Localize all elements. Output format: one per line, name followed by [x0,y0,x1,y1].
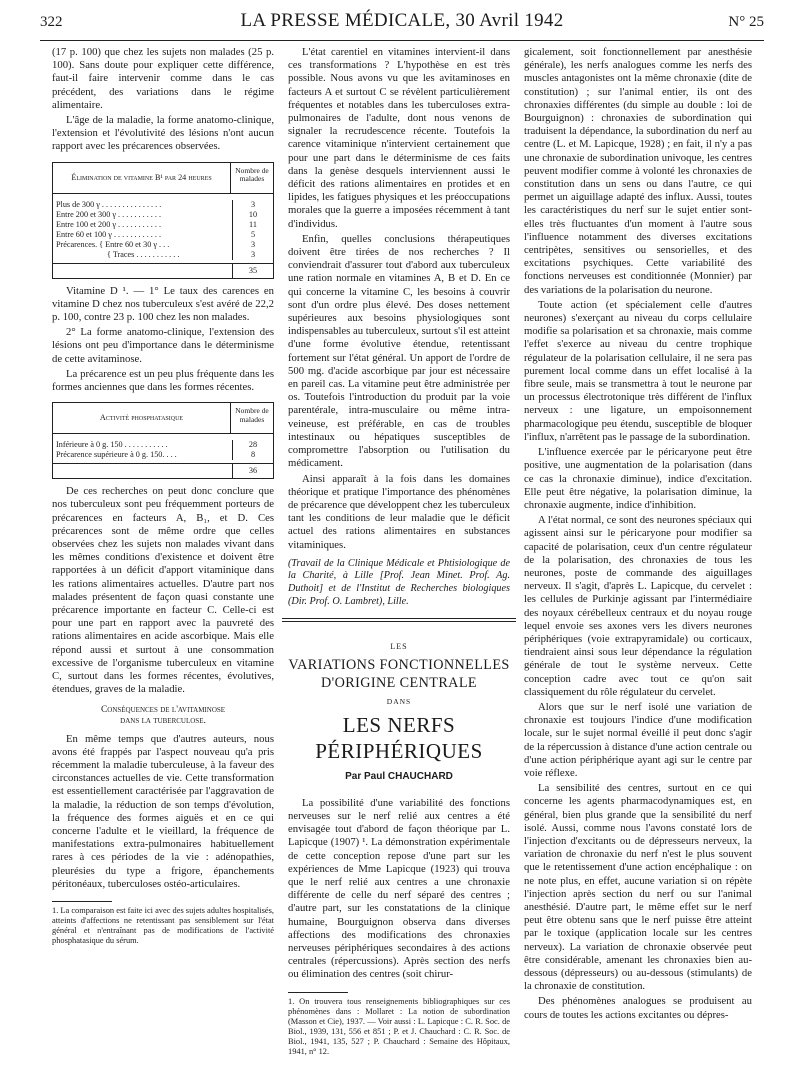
row-label: Inférieure à 0 g. 150 . . . . . . . . . . . [53,440,233,450]
row-label: Précarences. { Entre 60 et 30 γ . . . [53,240,233,250]
journal-title: LA PRESSE MÉDICALE, 30 Avril 1942 [240,10,564,31]
paragraph: Ainsi apparaît à la fois dans les domaines théorique et pratique l'importance des phénomènes de précarence que développent chez les tuberculeux tant les conditions de leur maladie que le déficit actuel des rations alimentaires en substances vitaminiques. [288,472,510,551]
vitamin-b1-table [52,162,274,279]
row-value: 28 [248,440,258,450]
table-header-count: Nombre de malades [235,406,269,424]
paragraph: Toute action (et spécialement celle d'autres neurones) s'exerçant au niveau du corps cellulaire modifie sa polarisation et sa chronaxie, mais comme l'effet s'exerce au niveau du centre trophique régulateur de la polarisation cellulaire, il ne sera pas purement local comme dans un effet localisé à la fibre seule, mais se transmettra à tout le neurone par un processus électrotonique très différent de l'influx nerveux : une ligature, un empoisonnement pharmacologique peu étendu, susceptible de bloquer l'influx, n'arrêtent pas le passage de la subordination. [524,298,752,443]
section-heading-line: Conséquences de l'avitaminose [100,704,226,715]
column-3 [524,46,752,1022]
column-1 [52,46,274,946]
article-title-line: D'ORIGINE CENTRALE [321,675,477,692]
page-number: 322 [40,14,63,30]
paragraph: La précarence est un peu plus fréquente dans les formes anciennes que dans les formes récentes. [52,367,274,394]
paragraph: L'état carentiel en vitamines intervient-il dans ces transformations ? L'hypothèse en est très possible. Nous avons vu que les avitaminoses en facteurs A et surtout C se révèlent particulièrement fréquentes et notables dans les tuberculoses extra-pulmonaires de l'adulte, dont nous venons de signaler la recrudescence récente. Toutefois la carence vitaminique n'intervient certainement que pour une part dans le déterminisme de ces faits dans la genèse desquels interviennent aussi le déficit des rations alimentaires en protides et en lipides, les fatigues physiques et les préoccupations morales que la guerre a imposées récemment à tant d'individus. [288,46,510,230]
row-value: 3 [250,239,256,249]
institution-credit: (Travail de la Clinique Médicale et Phtisiologique de la Charité, à Lille [Prof. Jean Minet. Prof. Ag. Duthoit] et de l'Institut de Recherches biologiques (Dir. Prof. O. Lambret), Lille. [288,557,510,607]
row-label: { Traces . . . . . . . . . . . [53,250,233,260]
paragraph: gicalement, soit fonctionnellement par anesthésie générale), les nerfs analogues comme les nerfs des muscles antagonistes ont la même chronaxie (dite de constitution) ; sur l'animal entier, ils ont des chronaxies différentes (du simple au double : loi de Bourguignon) : chronaxies de subordination qui traduisent la dépendance, la subordination du nerf au centre (L. et M. Lapicque, 1928) ; en fait, il n'y a pas une chronaxie de subordination univoque, les centres peuvent modifier comme à volonté les chronaxies de constitution dans un sens ou dans l'autre, ce qui permet un aiguillage adapté des influx. Aussi, toutes les caractéristiques du nerf sur le sujet entier sont-elles très fluctuantes d'un moment à l'autre sous l'influence notamment des diverses excitations centripètes, sensitives ou sensorielles, et des excitations psychiques. Cette variabilité des fonctions nerveuses est conditionnée (Monnier) par des variations de la polarisation du neurone. [524,46,752,296]
footnote-divider [52,901,112,902]
paragraph: La sensibilité des centres, surtout en ce qui concerne les agents pharmacodynamiques est, en général, bien plus grande que la sensibilité du nerf isolé. Aussi, comme nous l'avons constaté lors de l'injection d'excitants ou de dépresseurs nerveux, la variation de chronaxie du nerf n'est le plus souvent que le retentissement d'une action encéphalique : on ne note plus, en effet, aucune variation si on répète l'injection après section du nerf ou sur l'animal anesthésié. D'autre part, le même effet sur le nerf peut être obtenu sans que le nerf puisse être atteint par le toxique (application locale sur les centres nerveux). La variation de chronaxie observée peut être considérable, amenant les chronaxies bien au-dessous (dépresseurs) ou au-dessous (stimulants) de la chronaxie de constitution. [524,782,752,993]
table-row [53,200,273,210]
row-label: Entre 60 et 100 γ . . . . . . . . . . . . [53,230,233,240]
paragraph: De ces recherches on peut donc conclure que nos tuberculeux sont peu fréquemment porteurs de précarences en facteurs A, B₁, et D. Ces précarences sont de même ordre que celles observées chez les sujets non malades vivant dans les mêmes conditions d'existence et doivent être rapportées à un déficit d'apport vitaminique dans les rations alimentaires actuelles. D'autre part nos malades présentent de façon quasi constante une précarence importante en facteur C. Celle-ci est pour une part en rapport avec la pauvreté des rations alimentaires en acide ascorbique. Mais elle répond aussi et surtout à une consommation excessive de l'organisme tuberculeux en vitamine C, surtout dans les formes récentes, évolutives, étendues, graves de la maladie. [52,485,274,696]
footnote: 1. On trouvera tous renseignements bibliographiques sur ces phénomènes dans : Mollaret : La notion de subordination (Masson et Cie), 1937. — Voir aussi : L. Lapicque : C. R. Soc. de Biol., 1939, 131, 556 et 851 ; P. et J. Chauchard : C. R. Soc. de Biol., 1941, 135, 527 ; P. Chauchard : Semaine des Hôpitaux, 1941, n° 12. [288,996,510,1056]
row-value: 3 [250,249,256,259]
phosphatase-table [52,402,274,479]
paragraph: Enfin, quelles conclusions thérapeutiques doivent être tirées de nos recherches ? Il conviendrait d'assurer tout d'abord aux tuberculeux une ration normale en vitamines A, B et D. En ce qui concerne la vitamine C, les besoins à couvrir sont d'un ordre plus élevé. Des doses nettement supérieures aux besoins physiologiques sont indispensables au tuberculeux, surtout s'il est atteint d'une forme évolutive étendue, retentissant fortement sur l'état général. Un apport de l'ordre de 500 mg. d'acide ascorbique par jour est nécessaire en pareil cas. La vitamine peut être administrée per os. Toutefois l'introduction du produit par la voie parentérale, intra-musculaire ou même intra-veineuse, est préférable, en cas de troubles intestinaux ou hépatiques susceptibles de compromettre l'absorption ou l'utilisation du médicament. [288,232,510,470]
paragraph: La possibilité d'une variabilité des fonctions nerveuses sur le nerf relié aux centres a été envisagée tout d'abord de façon théorique par L. Lapicque (1907) ¹. La démonstration expérimentale de cette conception repose d'une part sur les expériences de Mme Lapicque (1923) qui trouva que le nerf relié aux centres a une chronaxie différente de celle du nerf séparé des centres ; d'autre part, sur les constatations de la clinique humaine, Bourguignon observa dans diverses affections des modifications des chronaxies nerveuses périphériques secondaires à des actions centrales (répercussions). Après section des nerfs ou élimination des centres (soit chirur- [288,796,510,981]
header-rule [40,40,764,41]
table-row [53,210,273,220]
table-row [53,230,273,240]
table-total: 36 [248,466,258,476]
paragraph: L'âge de la maladie, la forme anatomo-clinique, l'extension et l'évolutivité des lésions n'ont aucun rapport avec les précarences observées. [52,114,274,153]
table-header-count: Nombre de malades [235,165,269,184]
article-title-main: LES NERFS PÉRIPHÉRIQUES [315,712,483,763]
row-label: Entre 100 et 200 γ . . . . . . . . . . . [53,220,233,230]
paragraph: Alors que sur le nerf isolé une variation de chronaxie est toujours l'indice d'une modification locale, sur le sujet normal éveillé il peut donc s'agir de la répercussion à distance d'une action centrale ou d'une action périphérique ayant agi sur le centre par voie réflexe. [524,700,752,779]
table-row [53,450,273,460]
article-author: Par Paul CHAUCHARD [345,770,453,782]
row-value: 3 [250,199,256,209]
table-row [53,440,273,450]
article-connector: DANS [386,697,412,707]
section-heading-line: dans la tuberculose. [120,715,206,726]
paragraph: 2° La forme anatomo-clinique, l'extension des lésions ont peu d'importance dans le déterminisme de cette avitaminose. [52,326,274,365]
article-separator [282,618,516,622]
table-header-label: Activité phosphatasique [53,403,231,433]
row-value: 11 [249,219,257,229]
article-kicker: LES [390,642,408,652]
table-row [53,250,273,260]
paragraph: L'influence exercée par le péricaryone peut être positive, une augmentation de la polarisation (dans ce cas la chronaxie diminue), indice d'excitation. Elle peut être négative, la polarisation diminue, la chronaxie augmente, indice d'inhibition. [524,446,752,511]
row-value: 5 [250,229,256,239]
paragraph: A l'état normal, ce sont des neurones spéciaux qui agissent ainsi sur le péricaryone pour modifier sa capacité de polarisation, ceux d'un centre régulateur de la polarisation, des chronaxies de tous les neurones, poste de commande des aiguillages nerveux. Il s'agit, d'après L. Lapicque, du cervelet : les cellules de Purkinje agissant par l'intermédiaire des noyaux cérébelleux centraux et du noyau rouge lequel envoie ses axones vers les divers neurones périphériques (voie extrapyramidale) ou corticaux, tiendraient ainsi sous leur dépendance la régulation générale de tout le système nerveux. Cette conception cadre avec tout ce qu'on sait classiquement du rôle régulateur du cervelet. [524,514,752,698]
row-value: 10 [248,209,258,219]
paragraph: Vitamine D ¹. — 1° Le taux des carences en vitamine D chez nos tuberculeux s'est avéré de 22,2 p. 100, contre 23 p. 100 chez les non malades. [52,284,274,324]
row-label: Précarence supérieure à 0 g. 150. . . . [53,450,233,460]
paragraph: (17 p. 100) que chez les sujets non malades (25 p. 100). Sans doute pour expliquer cette différence, faut-il faire intervenir comme dans le cas précédent, des variations dans le régime alimentaire. [52,46,274,111]
paragraph: En même temps que d'autres auteurs, nous avons été frappés par l'aspect nouveau qu'a pris récemment la maladie tuberculeuse, à la faveur des circonstances actuelles de vie. Cette transformation est essentiellement caractérisée par l'aggravation de la maladie, la réduction de son temps d'évolution, la fréquence des formes aiguës et en ce qui concerne l'adulte et le vieillard, la fréquence de manifestations extra-pulmonaires habituellement rares à ces périodes de la vie : adénopathies, pleurésies du type a frigore, épanchements péritonéaux, tuberculoses ostéo-articulaires. [52,732,274,890]
section-heading [52,705,274,727]
table-row [53,240,273,250]
footnote: 1. La comparaison est faite ici avec des sujets adultes hospitalisés, atteints d'affections ne retentissant pas sensiblement sur l'état général et n'entraînant pas de modifications de l'activité phosphatasique du sérum. [52,905,274,945]
table-row [53,220,273,230]
row-label: Entre 200 et 300 γ . . . . . . . . . . . [53,210,233,220]
issue-number: N° 25 [728,14,764,30]
paragraph: Des phénomènes analogues se produisent au cours de toutes les actions excitantes ou dépres- [524,995,752,1021]
footnote-divider [288,992,348,993]
article-title-line: VARIATIONS FONCTIONNELLES [288,657,510,674]
table-total: 35 [248,265,258,275]
column-2 [288,46,510,1057]
row-value: 8 [250,450,256,460]
page-header [40,6,764,40]
table-header-label: Élimination de vitamine B¹ par 24 heures [53,163,231,193]
row-label: Plus de 300 γ . . . . . . . . . . . . . . . [53,200,233,210]
